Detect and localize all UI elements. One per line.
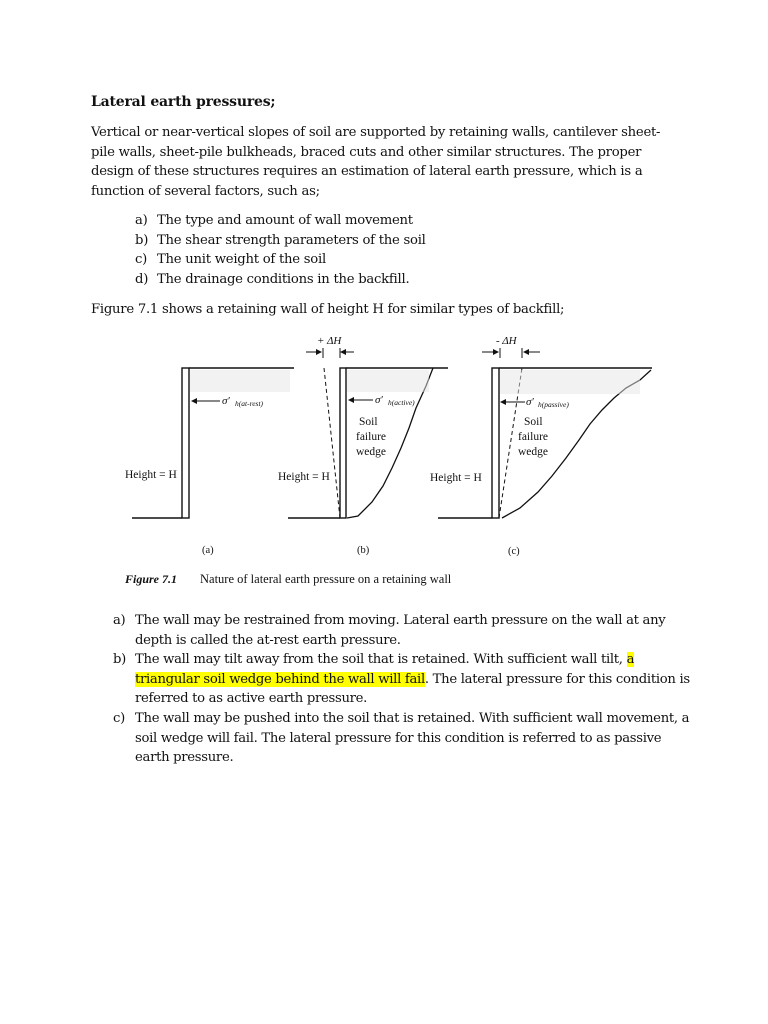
height-label-b: Height = H [278,471,330,483]
case-item [113,611,693,650]
svg-text:σ′: σ′ [526,396,534,408]
list-marker: b) [113,652,126,668]
case-text: The wall may be pushed into the soil that is retained. With sufficient wall movement, a soil wedge will fail. The lateral pressure for this condition is referred to as passive earth pressure. [135,710,690,766]
panel-a [125,368,294,556]
panel-tag-b: (b) [357,545,370,556]
intro-paragraph: Vertical or near-vertical slopes of soil are supported by retaining walls, cantilever sheet-pile walls, sheet-pile bulkheads, braced cuts and other similar structures. The proper design of these structures requires an estimation of lateral earth pressure, which is a function of several factors, such as; [91,125,661,199]
factor-item [135,270,695,290]
list-marker: a) [135,213,148,228]
case-text: The wall may be restrained from moving. Lateral earth pressure on the wall at any depth is called the at-rest earth pressure. [135,613,666,648]
factor-text: The drainage conditions in the backfill. [157,271,410,287]
section-heading: Lateral earth pressures; [91,94,276,110]
list-marker: c) [113,710,125,726]
list-marker: a) [113,613,126,628]
wedge-label-b-2: failure [356,431,387,443]
case-text-after: . The lateral pressure for this condition is referred to as active earth pressure. [135,671,690,707]
figure-drawing [120,330,660,595]
factor-text: The unit weight of the soil [157,252,326,268]
cases-list [113,611,693,768]
panel-c [430,335,652,557]
figure-caption-text: Nature of lateral earth pressure on a retaining wall [200,572,452,586]
case-item [113,650,693,709]
figure-intro-text: Figure 7.1 shows a retaining wall of height H for similar types of backfill; [91,302,565,317]
sigma-label-at-rest: h(at-rest) [235,399,264,408]
list-marker: b) [135,232,149,248]
factors-list [135,211,695,289]
case-text: The wall may tilt away from the soil that is retained. With sufficient wall tilt, [135,652,627,668]
svg-text:σ′: σ′ [222,395,230,407]
sigma-label-active: h(active) [388,398,415,407]
panel-tag-c: (c) [508,546,520,557]
wedge-label-c-3: wedge [518,446,549,458]
retaining-wall-figure [120,330,660,599]
wedge-label-c-1: Soil [524,416,543,428]
factor-item [135,231,695,251]
height-label-c: Height = H [430,472,482,484]
height-label-a: Height = H [125,469,177,481]
factor-item [135,211,695,231]
factor-item [135,250,695,270]
sigma-label-passive: h(passive) [538,400,569,409]
panel-b [278,335,448,556]
delta-h-passive: - ΔH [496,335,517,347]
wedge-label-c-2: failure [518,431,549,443]
panel-tag-a: (a) [202,545,214,556]
list-marker: d) [135,271,149,287]
factor-text: The shear strength parameters of the soil [157,232,426,248]
svg-text:σ′: σ′ [375,394,383,406]
delta-h-active: + ΔH [317,335,342,347]
factor-text: The type and amount of wall movement [157,213,413,228]
figure-caption-label: Figure 7.1 [125,572,178,586]
highlighted-text: a triangular soil wedge behind the wall will fail [135,652,635,687]
list-marker: c) [135,252,148,268]
wedge-label-b-1: Soil [359,416,378,428]
wedge-label-b-3: wedge [356,446,387,458]
case-item [113,709,693,768]
